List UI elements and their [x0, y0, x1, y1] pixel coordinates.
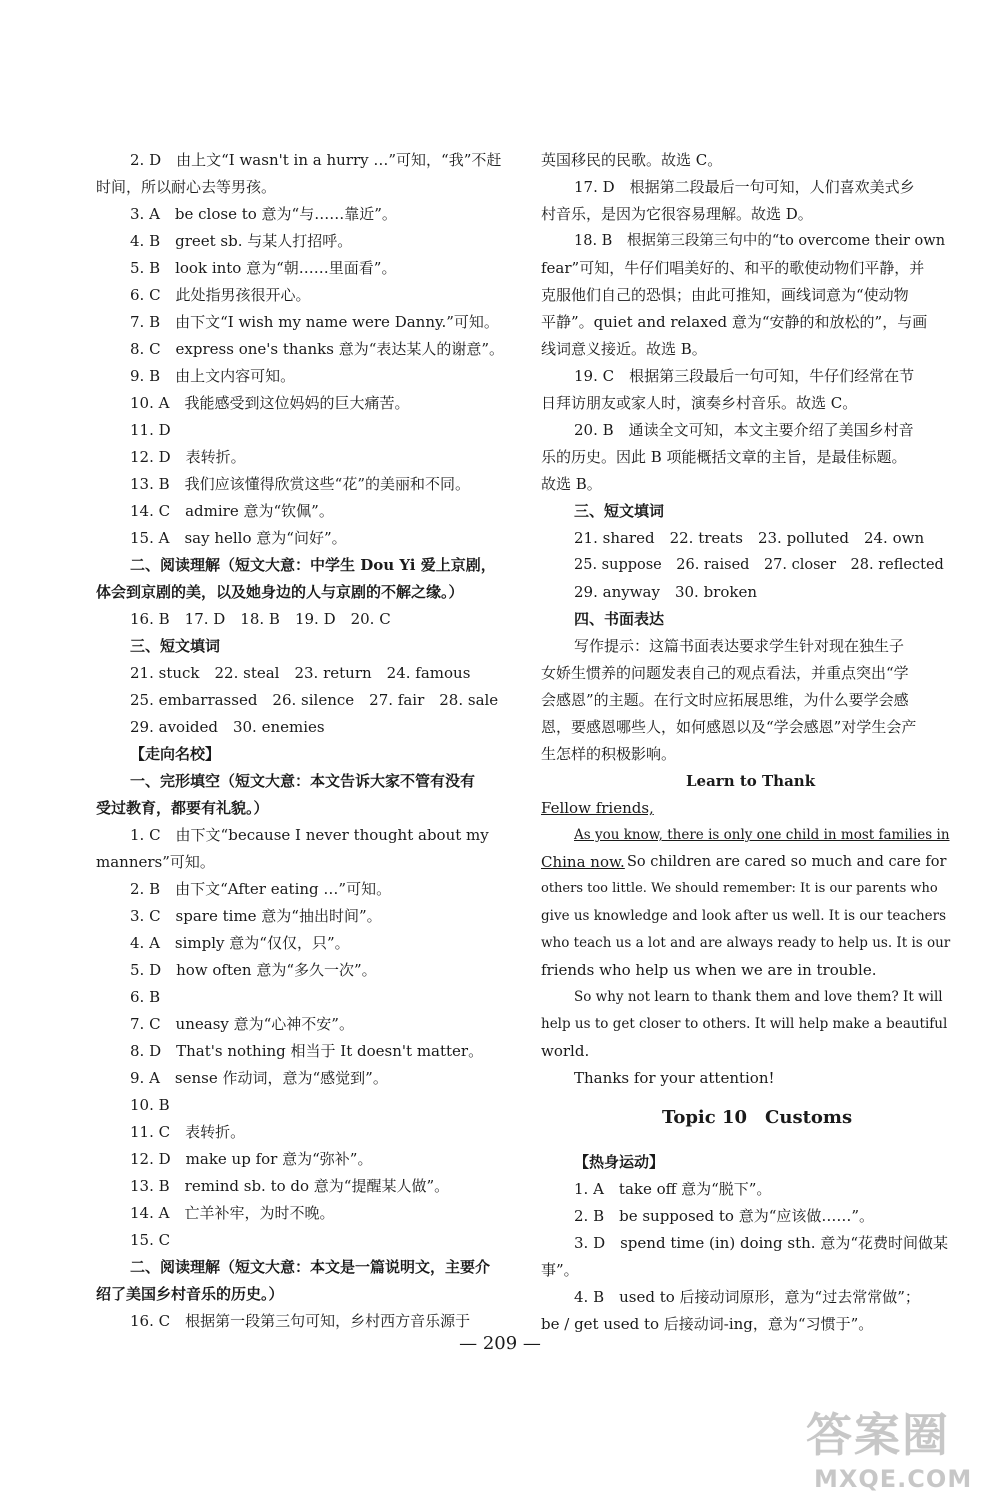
left-text-line: 16. B 17. D 18. B 19. D 20. C: [130, 610, 391, 628]
right-text-line: 三、短文填词: [574, 502, 665, 520]
watermark-text: 答案圈: [806, 1408, 950, 1462]
right-text-line: China now.: [541, 853, 625, 871]
left-text-line: 13. B 我们应该懂得欣赏这些“花”的美丽和不同。: [130, 475, 470, 493]
right-text-line: Thanks for your attention!: [574, 1069, 775, 1087]
right-text-line: 乐的历史。因此 B 项能概括文章的主旨，是最佳标题。: [541, 448, 907, 466]
left-text-line: 4. B greet sb. 与某人打招呼。: [130, 232, 353, 250]
left-text-line: 2. B 由下文“After eating …”可知。: [130, 880, 392, 898]
right-text-line: 故选 B。: [541, 475, 602, 493]
right-text-line: Learn to Thank: [686, 772, 816, 790]
left-text-line: manners”可知。: [96, 853, 215, 871]
left-text-line: 8. C express one's thanks 意为“表达某人的谢意”。: [130, 340, 505, 358]
left-text-line: 15. A say hello 意为“问好”。: [130, 529, 347, 547]
right-text-line: 3. D spend time (in) doing sth. 意为“花费时间做某: [574, 1234, 948, 1252]
left-text-line: 7. B 由下文“I wish my name were Danny.”可知。: [130, 313, 499, 331]
left-text-line: 12. D make up for 意为“弥补”。: [130, 1150, 373, 1168]
right-text-line: 25. suppose 26. raised 27. closer 28. reflected: [574, 557, 944, 573]
left-text-line: 10. B: [130, 1096, 170, 1114]
right-text-line: 生怎样的积极影响。: [541, 745, 677, 763]
left-text-line: 2. D 由上文“I wasn't in a hurry …”可知，“我”不赶: [130, 151, 502, 169]
right-text-line: world.: [541, 1042, 590, 1060]
left-text-line: 绍了美国乡村音乐的历史。）: [96, 1285, 284, 1303]
left-text-line: 3. C spare time 意为“抽出时间”。: [130, 907, 382, 925]
left-text-line: 25. embarrassed 26. silence 27. fair 28. sale: [130, 691, 499, 709]
left-text-line: 受过教育，都要有礼貌。）: [96, 799, 269, 817]
right-text-line: 女娇生惯养的问题发表自己的观点看法，并重点突出“学: [541, 664, 909, 682]
right-text-line: Topic 10 Customs: [662, 1107, 853, 1128]
right-text-line: So children are cared so much and care for: [627, 854, 947, 870]
right-text-line: 21. shared 22. treats 23. polluted 24. own: [574, 529, 925, 547]
left-text-line: 一、完形填空（短文大意：本文告诉大家不管有没有: [130, 772, 476, 790]
right-text-line: So why not learn to thank them and love them? It will: [574, 989, 943, 1005]
right-text-line: 1. A take off 意为“脱下”。: [574, 1180, 772, 1198]
left-text-line: 14. A 亡羊补牢，为时不晚。: [130, 1204, 335, 1222]
right-text-line: 4. B used to 后接动词原形，意为“过去常常做”；: [574, 1288, 920, 1306]
right-text-line: help us to get closer to others. It will help make a beautiful: [541, 1016, 948, 1032]
right-text-line: 四、书面表达: [574, 610, 665, 628]
right-text-line: give us knowledge and look after us well. It is our teachers: [541, 908, 947, 924]
right-text-line: 恩，要感恩哪些人，如何感恩以及“学会感恩”对学生会产: [541, 718, 917, 736]
right-text-line: 29. anyway 30. broken: [574, 583, 758, 601]
right-text-line: fear”可知，牛仔们唱美好的、和平的歌使动物们平静，并: [541, 259, 925, 277]
right-text-line: 英国移民的民歌。故选 C。: [541, 151, 723, 169]
right-text-line: who teach us a lot and are always ready to help us. It is our: [541, 935, 951, 951]
left-text-line: 9. B 由上文内容可知。: [130, 367, 296, 385]
left-text-line: 11. C 表转折。: [130, 1123, 246, 1141]
left-text-line: 7. C uneasy 意为“心神不安”。: [130, 1015, 354, 1033]
left-text-line: 三、短文填词: [130, 637, 221, 655]
right-text-line: 村音乐，是因为它很容易理解。故选 D。: [541, 205, 813, 223]
right-text-line: others too little. We should remember: It is our parents who: [541, 881, 938, 896]
left-text-line: 5. B look into 意为“朝……里面看”。: [130, 259, 397, 277]
left-text-line: 6. C 此处指男孩很开心。: [130, 286, 311, 304]
right-text-line: 18. B 根据第三段第三句中的“to overcome their own: [574, 233, 946, 249]
left-text-line: 10. A 我能感受到这位妈妈的巨大痛苦。: [130, 394, 410, 412]
left-text-line: 13. B remind sb. to do 意为“提醒某人做”。: [130, 1177, 450, 1195]
left-text-line: 【走向名校】: [130, 745, 221, 763]
right-text-line: 【热身运动】: [574, 1153, 665, 1171]
left-text-line: 8. D That's nothing 相当于 It doesn't matter。: [130, 1042, 484, 1060]
left-text-line: 体会到京剧的美，以及她身边的人与京剧的不解之缘。）: [96, 583, 464, 601]
left-text-line: 1. C 由下文“because I never thought about my: [130, 826, 489, 844]
left-text-line: 二、阅读理解（短文大意：中学生 Dou Yi 爱上京剧，: [130, 556, 496, 574]
right-text-line: 17. D 根据第二段最后一句可知，人们喜欢美式乡: [574, 178, 915, 196]
right-text-line: 线词意义接近。故选 B。: [541, 340, 707, 358]
right-text-line: 日拜访朋友或家人时，演奏乡村音乐。故选 C。: [541, 394, 858, 412]
left-text-line: 14. C admire 意为“钦佩”。: [130, 502, 334, 520]
right-text-line: 克服他们自己的恐惧；由此可推知，画线词意为“使动物: [541, 286, 909, 304]
left-text-line: 3. A be close to 意为“与……靠近”。: [130, 205, 397, 223]
left-text-line: 15. C: [130, 1231, 171, 1249]
right-text-line: 2. B be supposed to 意为“应该做……”。: [574, 1207, 875, 1225]
page-number: — 209 —: [459, 1333, 541, 1354]
right-text-line: be / get used to 后接动词-ing，意为“习惯于”。: [541, 1315, 874, 1333]
left-text-line: 12. D 表转折。: [130, 448, 246, 466]
right-text-line: 平静”。quiet and relaxed 意为“安静的和放松的”，与画: [541, 313, 928, 331]
right-text-line: Fellow friends,: [541, 799, 654, 817]
right-text-line: As you know, there is only one child in most families in: [574, 827, 950, 843]
right-text-line: 19. C 根据第三段最后一句可知，牛仔们经常在节: [574, 367, 915, 385]
right-text-line: 事”。: [541, 1261, 579, 1279]
right-text-line: 会感恩”的主题。在行文时应拓展思维，为什么要学会感: [541, 691, 909, 709]
left-text-line: 4. A simply 意为“仅仅，只”。: [130, 934, 350, 952]
watermark-url: MXQE.COM: [814, 1465, 973, 1493]
left-text-line: 29. avoided 30. enemies: [130, 718, 325, 736]
left-text-line: 21. stuck 22. steal 23. return 24. famous: [130, 664, 471, 682]
left-text-line: 11. D: [130, 421, 171, 439]
left-text-line: 5. D how often 意为“多久一次”。: [130, 961, 377, 979]
left-text-line: 9. A sense 作动词，意为“感觉到”。: [130, 1069, 388, 1087]
left-text-line: 6. B: [130, 988, 161, 1006]
left-text-line: 时间，所以耐心去等男孩。: [96, 178, 277, 196]
right-text-line: friends who help us when we are in trouble.: [541, 961, 877, 979]
right-text-line: 写作提示：这篇书面表达要求学生针对现在独生子: [574, 637, 905, 655]
right-text-line: 20. B 通读全文可知，本文主要介绍了美国乡村音: [574, 421, 914, 439]
watermark-logo: [806, 1408, 996, 1496]
left-text-line: 二、阅读理解（短文大意：本文是一篇说明文，主要介: [130, 1258, 491, 1276]
left-text-line: 16. C 根据第一段第三句可知，乡村西方音乐源于: [130, 1312, 471, 1330]
